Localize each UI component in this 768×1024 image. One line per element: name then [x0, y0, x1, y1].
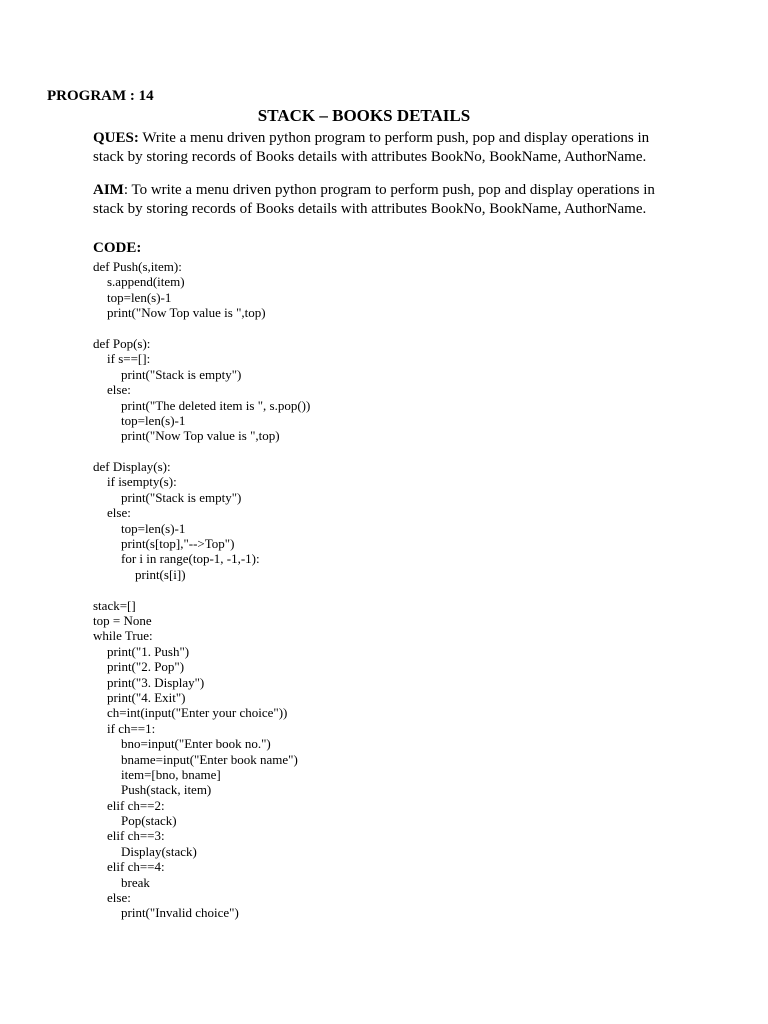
question-line-1 — [93, 129, 693, 148]
code-line: s.append(item) — [107, 274, 185, 290]
code-blank-line — [93, 444, 310, 459]
aim-text-1: : To write a menu driven python program to perform push, pop and display operations in — [123, 182, 655, 198]
code-line: top = None — [93, 612, 152, 628]
code-blank-line — [93, 321, 310, 336]
code-line: print("2. Pop") — [107, 659, 185, 675]
code-line: elif ch==2: — [107, 797, 165, 813]
code-line: elif ch==4: — [107, 859, 165, 875]
code-line: print("1. Push") — [107, 643, 190, 659]
code-line: print("The deleted item is ", s.pop()) — [121, 397, 311, 413]
code-line: stack=[] — [93, 597, 136, 613]
code-line: print("Now Top value is ",top) — [107, 305, 266, 321]
code-line: bname=input("Enter book name") — [121, 751, 298, 767]
question-paragraph — [93, 129, 693, 166]
code-line: print("Stack is empty") — [121, 489, 242, 505]
code-line: else: — [107, 382, 131, 398]
code-line: elif ch==3: — [107, 828, 165, 844]
code-line: break — [121, 874, 150, 890]
aim-paragraph — [93, 181, 693, 218]
code-blank-line — [93, 582, 310, 597]
code-line: bno=input("Enter book no.") — [121, 736, 271, 752]
question-text-1: Write a menu driven python program to perform push, pop and display operations in — [138, 130, 650, 146]
code-line: top=len(s)-1 — [121, 520, 186, 536]
code-line: if ch==1: — [107, 720, 156, 736]
code-line: print("3. Display") — [107, 674, 205, 690]
code-line: top=len(s)-1 — [107, 289, 172, 305]
code-line: def Push(s,item): — [93, 259, 182, 274]
aim-label: AIM — [93, 182, 124, 198]
code-line: print("Stack is empty") — [121, 366, 242, 382]
code-line: top=len(s)-1 — [121, 412, 186, 428]
code-line: for i in range(top-1, -1,-1): — [121, 551, 260, 567]
code-line: Display(stack) — [121, 843, 197, 859]
code-line: print(s[i]) — [135, 566, 186, 582]
code-line: print("Invalid choice") — [121, 905, 239, 921]
code-line: if s==[]: — [107, 351, 151, 367]
question-label: QUES: — [93, 130, 139, 146]
code-heading: CODE: — [93, 240, 142, 256]
code-line: print(s[top],"-->Top") — [121, 536, 235, 552]
page-title: STACK – BOOKS DETAILS — [257, 106, 471, 125]
code-line: if isempty(s): — [107, 474, 177, 490]
code-block — [93, 259, 310, 921]
aim-text-2: stack by storing records of Books details with attributes BookNo, BookName, AuthorName. — [93, 200, 647, 217]
code-line: print("Now Top value is ",top) — [121, 428, 280, 444]
code-line: Pop(stack) — [121, 813, 177, 829]
question-text-2: stack by storing records of Books details with attributes BookNo, BookName, AuthorName. — [93, 148, 647, 165]
code-line: Push(stack, item) — [121, 782, 212, 798]
code-line: def Pop(s): — [93, 335, 151, 351]
code-line: item=[bno, bname] — [121, 766, 221, 782]
code-line: while True: — [93, 628, 153, 644]
aim-line-1 — [93, 181, 693, 200]
code-line: else: — [107, 890, 131, 906]
code-line: ch=int(input("Enter your choice")) — [107, 705, 288, 721]
program-label: PROGRAM : 14 — [47, 88, 154, 104]
code-line: def Display(s): — [93, 459, 171, 475]
code-line: print("4. Exit") — [107, 689, 186, 705]
code-line: else: — [107, 505, 131, 521]
